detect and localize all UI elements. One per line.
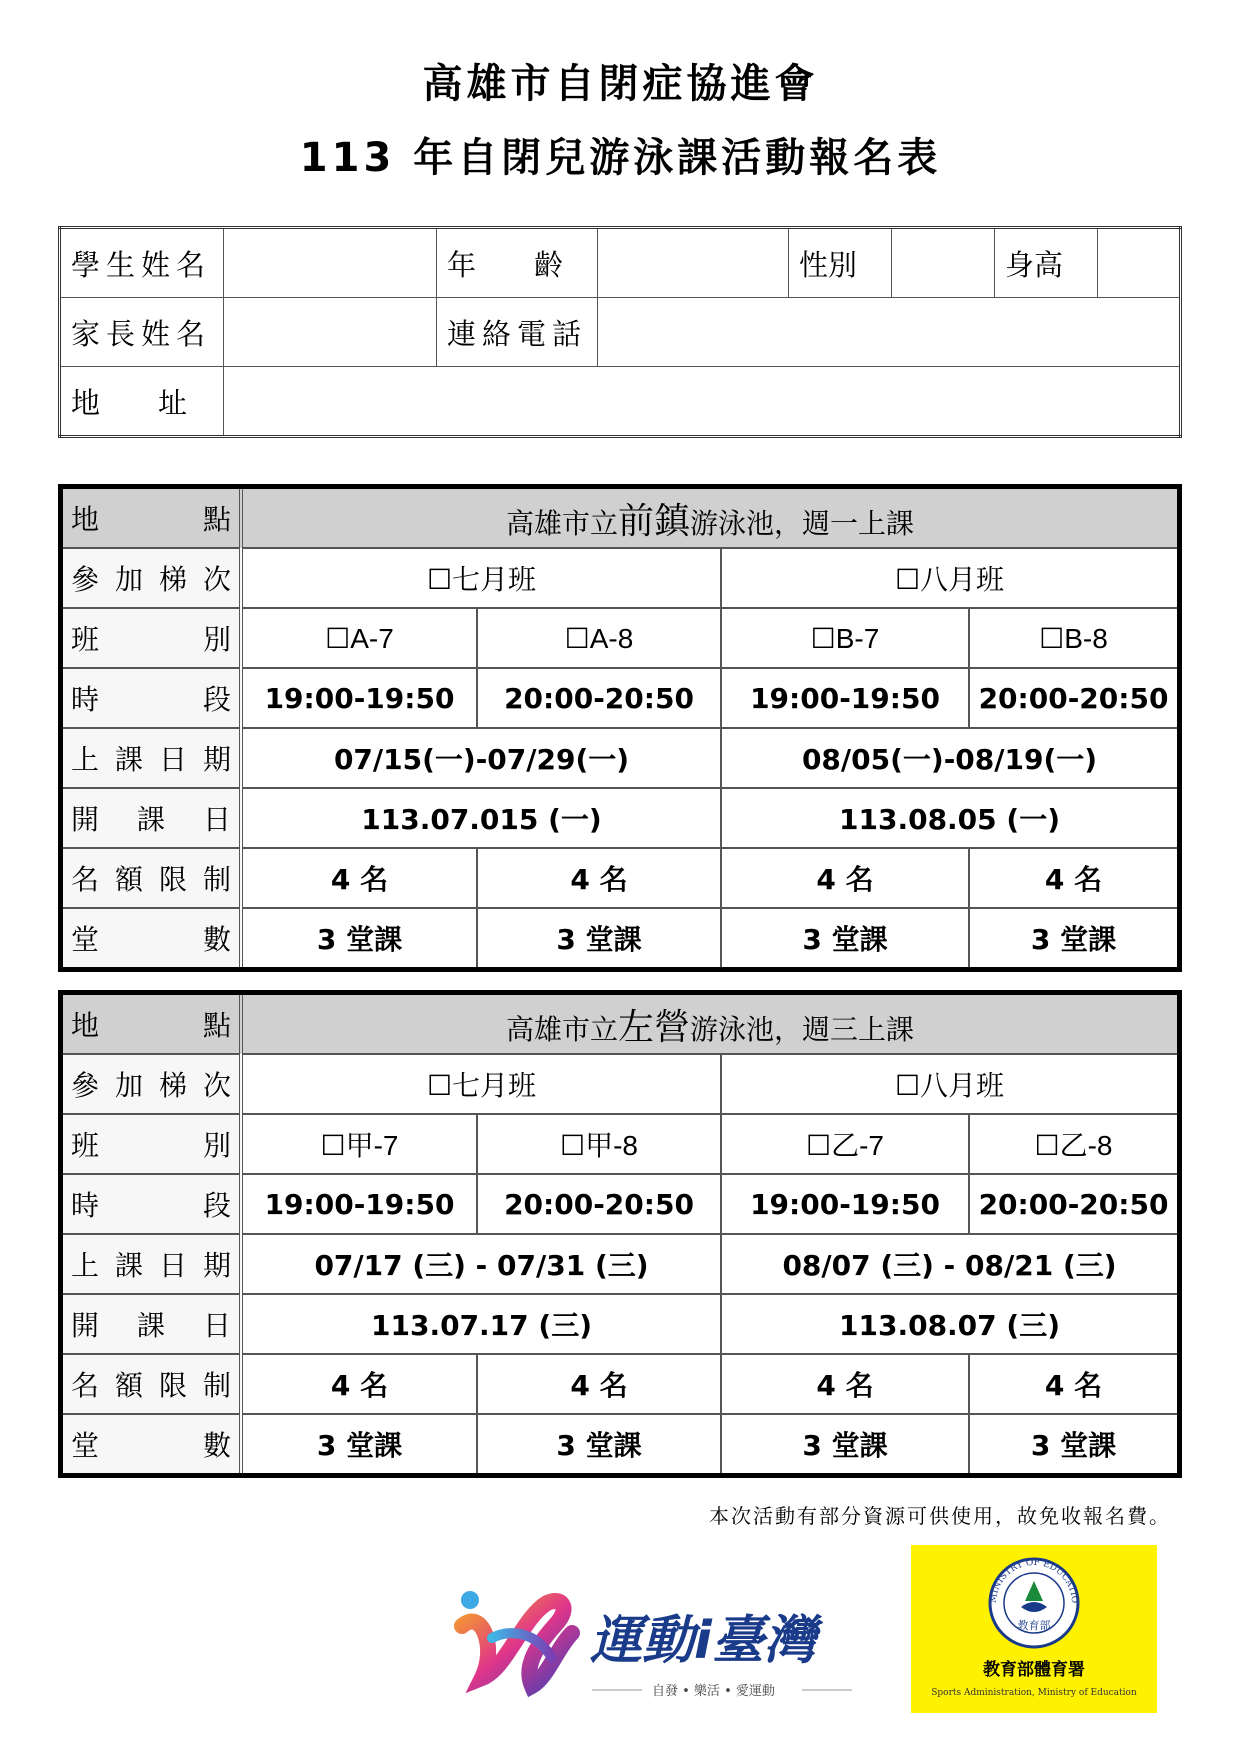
sessions-label: 堂數 — [61, 1414, 242, 1476]
phone-label: 連絡電話 — [437, 298, 598, 367]
sessions-value: 3 堂課 — [721, 1414, 969, 1476]
venue1-month-aug-checkbox[interactable]: ☐八月班 — [721, 548, 1180, 608]
parent-name-field[interactable] — [224, 298, 437, 367]
quota-value: 4 名 — [969, 1354, 1180, 1414]
time-slot: 20:00-20:50 — [969, 1174, 1180, 1234]
venue2-class-checkbox[interactable]: ☐甲-8 — [477, 1114, 721, 1174]
quota-value: 4 名 — [721, 848, 969, 908]
venue1-month-july-checkbox[interactable]: ☐七月班 — [241, 548, 721, 608]
start-label: 開課日 — [61, 1294, 242, 1354]
time-label: 時段 — [61, 1174, 242, 1234]
venue2-class-checkbox[interactable]: ☐乙-8 — [969, 1114, 1180, 1174]
time-slot: 20:00-20:50 — [477, 1174, 721, 1234]
sessions-value: 3 堂課 — [241, 908, 477, 970]
date-range: 08/07 (三) - 08/21 (三) — [721, 1234, 1180, 1294]
time-slot: 19:00-19:50 — [721, 1174, 969, 1234]
svg-text:MINISTRY OF EDUCATION: MINISTRY OF EDUCATIO — [988, 1557, 1080, 1604]
ministry-seal-icon — [911, 1545, 1157, 1713]
location-label: 地點 — [61, 487, 242, 549]
class-label: 班別 — [61, 608, 242, 668]
org-title: 高雄市自閉症協進會 — [422, 61, 819, 107]
student-name-label: 學生姓名 — [60, 228, 224, 298]
dates-label: 上課日期 — [61, 728, 242, 788]
address-label: 地 址 — [60, 367, 224, 437]
time-slot: 19:00-19:50 — [241, 1174, 477, 1234]
age-field[interactable] — [598, 228, 789, 298]
venue1-class-checkbox[interactable]: ☐A-7 — [241, 608, 477, 668]
venue1-class-checkbox[interactable]: ☐A-8 — [477, 608, 721, 668]
quota-value: 4 名 — [477, 848, 721, 908]
sessions-value: 3 堂課 — [969, 908, 1180, 970]
date-range: 07/17 (三) - 07/31 (三) — [241, 1234, 721, 1294]
sessions-value: 3 堂課 — [241, 1414, 477, 1476]
svg-text:教育部體育署: 教育部體育署 — [983, 1660, 1085, 1680]
venue2-class-checkbox[interactable]: ☐甲-7 — [241, 1114, 477, 1174]
location-label: 地點 — [61, 993, 242, 1055]
start-label: 開課日 — [61, 788, 242, 848]
venue2-location: 高雄市立左營游泳池，週三上課 — [241, 993, 1180, 1055]
start-date: 113.08.07 (三) — [721, 1294, 1180, 1354]
quota-value: 4 名 — [969, 848, 1180, 908]
class-label: 班別 — [61, 1114, 242, 1174]
venue2-schedule-table — [58, 990, 1182, 1478]
quota-label: 名額限制 — [61, 1354, 242, 1414]
quota-value: 4 名 — [721, 1354, 969, 1414]
time-slot: 20:00-20:50 — [969, 668, 1180, 728]
svg-text:Sports Administration, Ministr: Sports Administration, Ministry of Education — [931, 1688, 1137, 1698]
venue1-schedule-table — [58, 484, 1182, 972]
start-date: 113.07.17 (三) — [241, 1294, 721, 1354]
level-label: 參加梯次 — [61, 548, 242, 608]
sports-administration-logo — [911, 1545, 1157, 1713]
gender-field[interactable] — [892, 228, 995, 298]
sports-taiwan-logo — [452, 1578, 892, 1708]
date-range: 08/05(一)-08/19(一) — [721, 728, 1180, 788]
level-label: 參加梯次 — [61, 1054, 242, 1114]
quota-value: 4 名 — [241, 1354, 477, 1414]
fee-note: 本次活動有部分資源可供使用，故免收報名費。 — [709, 1504, 1171, 1528]
venue1-class-checkbox[interactable]: ☐B-8 — [969, 608, 1180, 668]
height-field[interactable] — [1098, 228, 1181, 298]
phone-field[interactable] — [598, 298, 1181, 367]
sessions-value: 3 堂課 — [477, 908, 721, 970]
gender-label: 性別 — [789, 228, 892, 298]
sessions-label: 堂數 — [61, 908, 242, 970]
svg-text:教育部: 教育部 — [1017, 1619, 1051, 1632]
sessions-value: 3 堂課 — [969, 1414, 1180, 1476]
student-name-field[interactable] — [224, 228, 437, 298]
address-field[interactable] — [224, 367, 1181, 437]
start-date: 113.07.015 (一) — [241, 788, 721, 848]
svg-text:運動i臺灣: 運動i臺灣 — [590, 1611, 816, 1671]
age-label: 年 齡 — [437, 228, 598, 298]
form-title: 113 年自閉兒游泳課活動報名表 — [299, 135, 942, 181]
sessions-value: 3 堂課 — [477, 1414, 721, 1476]
svg-text:自發 • 樂活 • 愛運動: 自發 • 樂活 • 愛運動 — [652, 1684, 775, 1699]
start-date: 113.08.05 (一) — [721, 788, 1180, 848]
venue1-class-checkbox[interactable]: ☐B-7 — [721, 608, 969, 668]
time-slot: 19:00-19:50 — [241, 668, 477, 728]
sports-taiwan-emblem-icon — [452, 1578, 892, 1708]
quota-value: 4 名 — [477, 1354, 721, 1414]
height-label: 身高 — [995, 228, 1098, 298]
venue2-month-july-checkbox[interactable]: ☐七月班 — [241, 1054, 721, 1114]
sessions-value: 3 堂課 — [721, 908, 969, 970]
time-slot: 20:00-20:50 — [477, 668, 721, 728]
date-range: 07/15(一)-07/29(一) — [241, 728, 721, 788]
venue2-class-checkbox[interactable]: ☐乙-7 — [721, 1114, 969, 1174]
time-slot: 19:00-19:50 — [721, 668, 969, 728]
time-label: 時段 — [61, 668, 242, 728]
venue2-month-aug-checkbox[interactable]: ☐八月班 — [721, 1054, 1180, 1114]
parent-name-label: 家長姓名 — [60, 298, 224, 367]
personal-info-table — [58, 226, 1182, 438]
venue1-location: 高雄市立前鎮游泳池，週一上課 — [241, 487, 1180, 549]
quota-value: 4 名 — [241, 848, 477, 908]
quota-label: 名額限制 — [61, 848, 242, 908]
dates-label: 上課日期 — [61, 1234, 242, 1294]
